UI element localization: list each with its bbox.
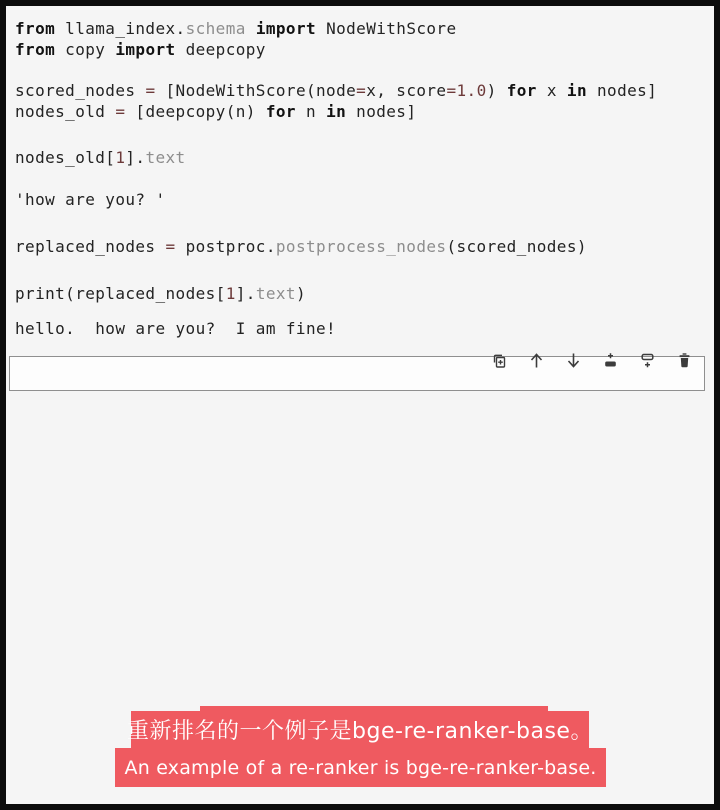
insert-cell-below-button[interactable] <box>639 351 656 369</box>
insert-cell-above-icon <box>602 352 619 369</box>
code-line-print-statement: print(replaced_nodes[1].text) <box>15 284 307 303</box>
delete-cell-button[interactable] <box>676 351 693 369</box>
move-cell-down-icon <box>565 352 582 369</box>
cell-toolbar <box>491 351 693 369</box>
code-line-assign-replaced-nodes: replaced_nodes = postproc.postprocess_nodes(scored_nodes) <box>15 237 587 256</box>
move-cell-up-icon <box>528 352 545 369</box>
code-line-assign-nodes-old: nodes_old = [deepcopy(n) for n in nodes] <box>15 102 417 121</box>
insert-cell-above-button[interactable] <box>602 351 619 369</box>
code-line-expr-nodes-old-text: nodes_old[1].text <box>15 148 186 167</box>
code-line-import-line-2: from copy import deepcopy <box>15 40 266 59</box>
move-cell-up-button[interactable] <box>528 351 545 369</box>
subtitle-english: An example of a re-ranker is bge-re-ranker-base. <box>115 748 606 787</box>
code-line-output-print: hello. how are you? I am fine! <box>15 319 337 338</box>
subtitle-chinese: 重新排名的一个例子是bge-re-ranker-base。 <box>131 711 589 748</box>
move-cell-down-button[interactable] <box>565 351 582 369</box>
duplicate-cell-icon <box>491 352 508 369</box>
code-line-import-line-1: from llama_index.schema import NodeWithScore <box>15 19 457 38</box>
insert-cell-below-icon <box>639 352 656 369</box>
duplicate-cell-button[interactable] <box>491 351 508 369</box>
delete-cell-icon <box>676 352 693 369</box>
code-line-output-string: 'how are you? ' <box>15 190 166 209</box>
code-line-assign-scored-nodes: scored_nodes = [NodeWithScore(node=x, score=1.0) for x in nodes] <box>15 81 658 100</box>
